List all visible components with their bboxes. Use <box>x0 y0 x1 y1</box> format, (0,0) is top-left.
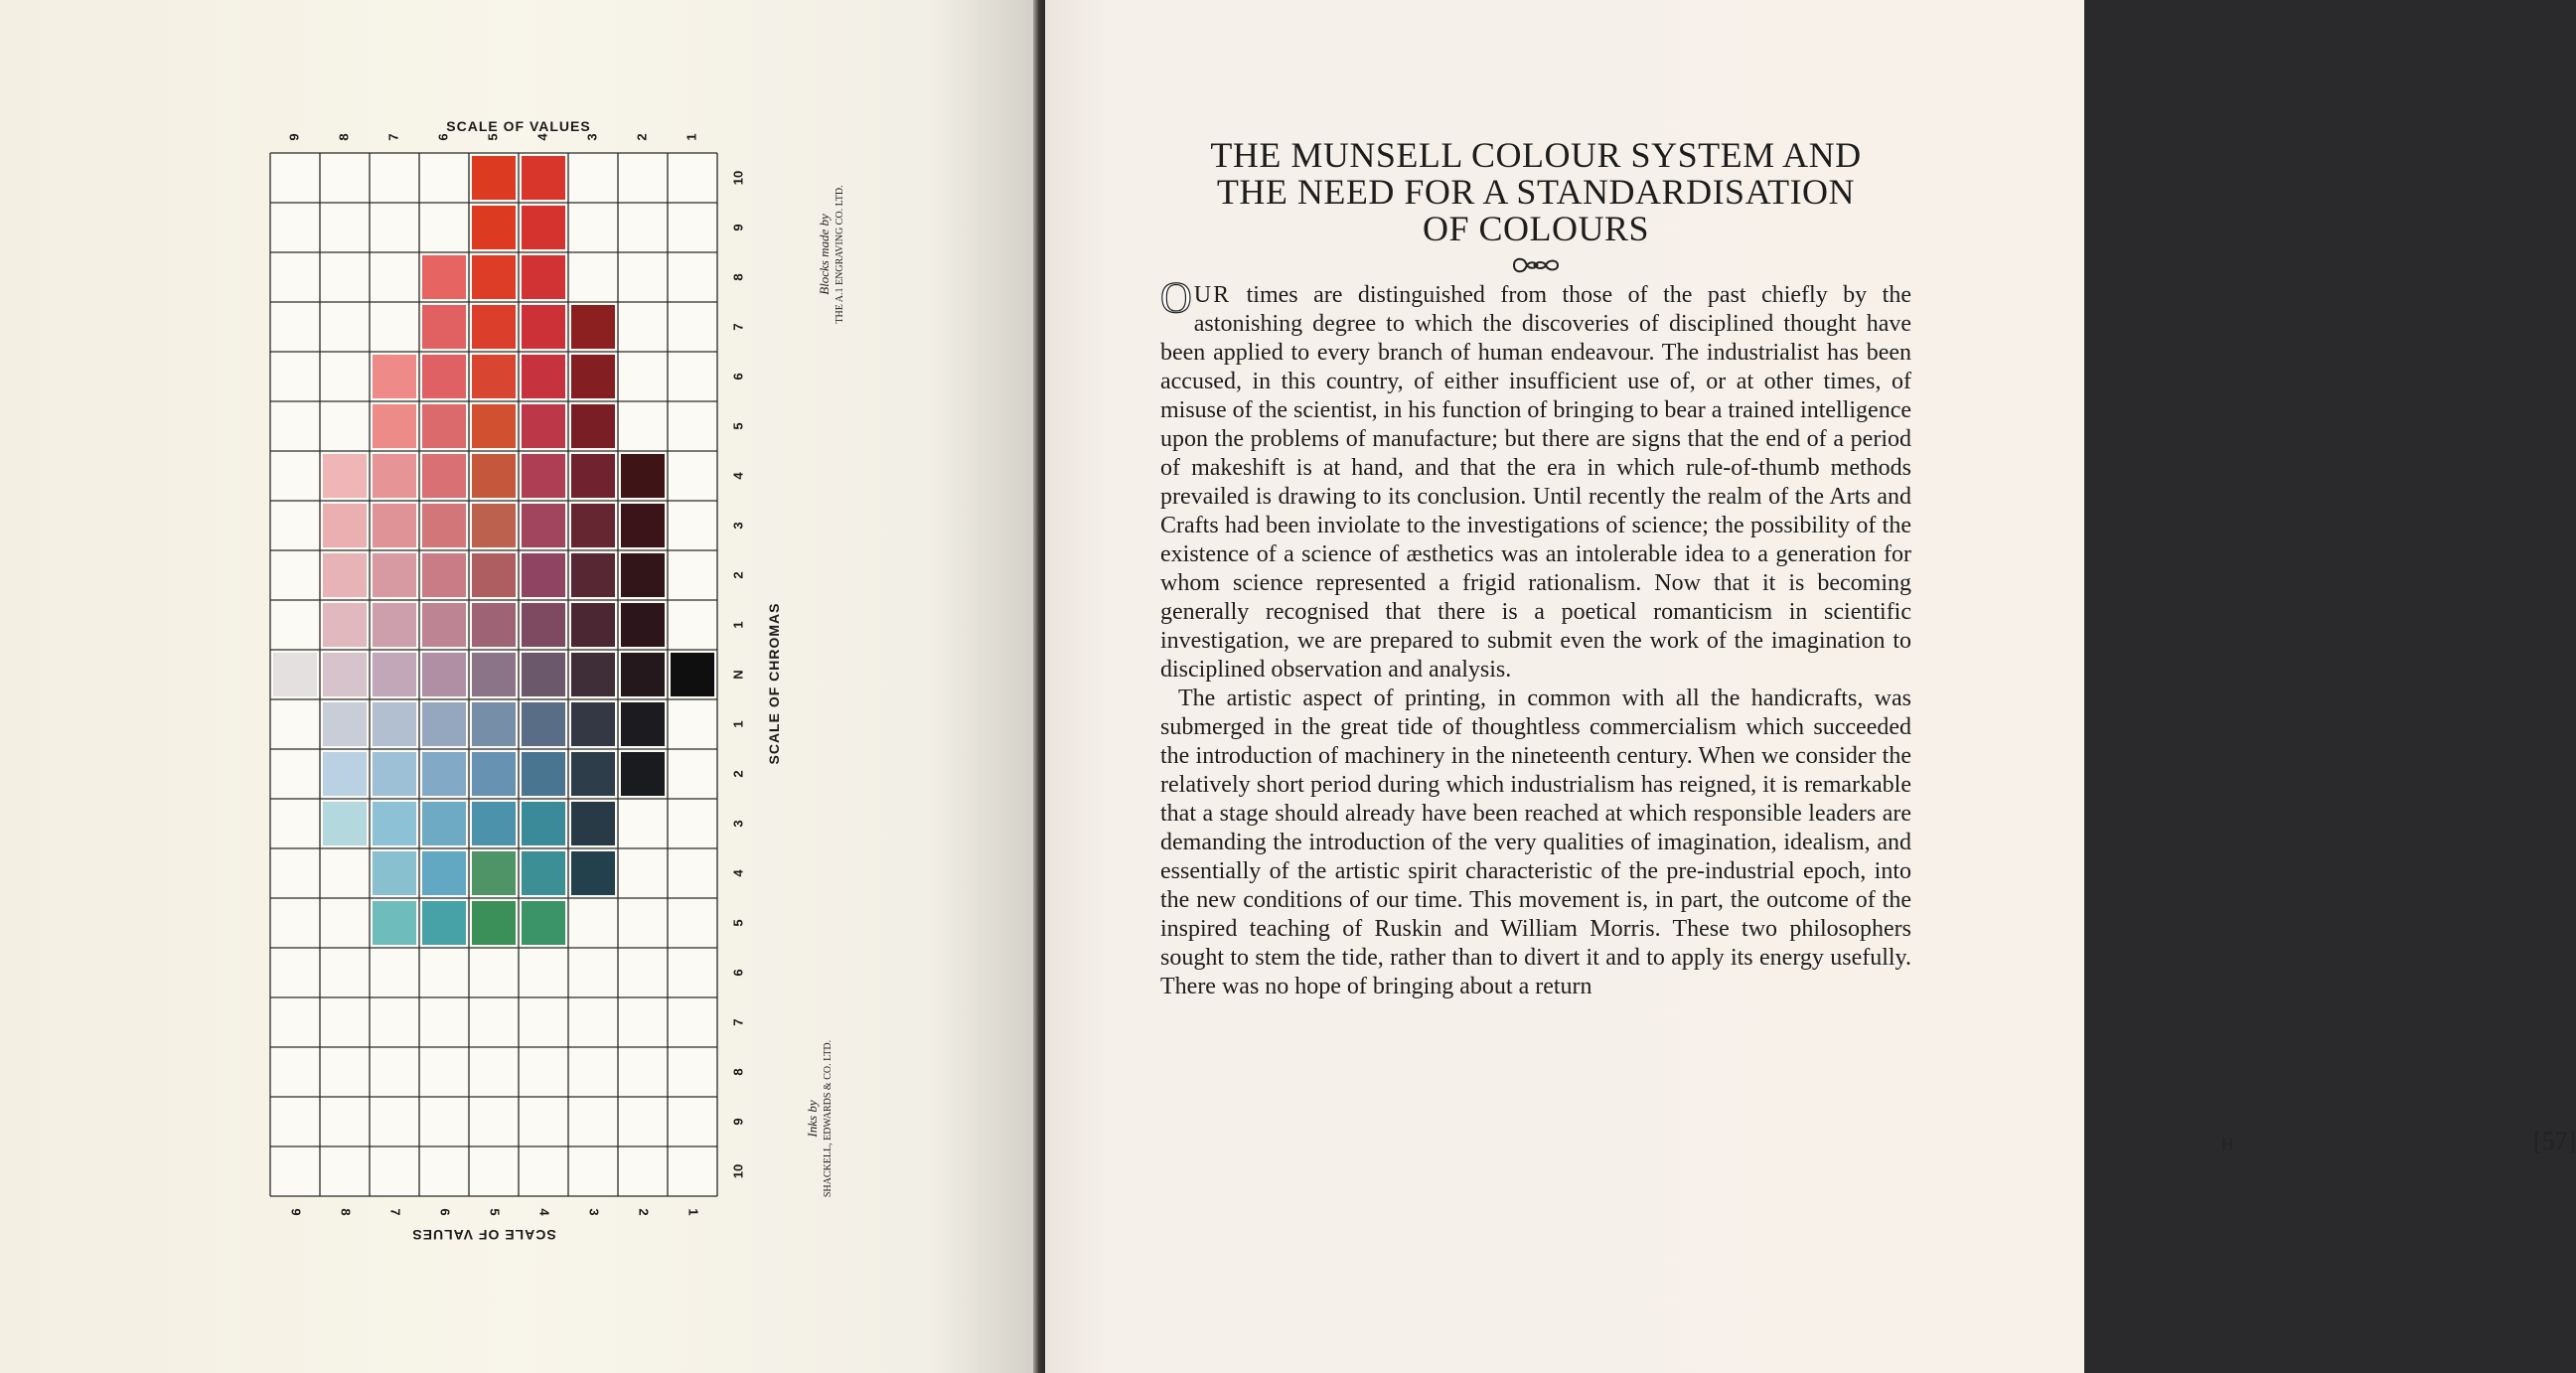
color-swatch <box>522 702 565 746</box>
color-swatch <box>422 355 466 398</box>
color-swatch <box>472 603 516 647</box>
color-swatch <box>422 305 466 349</box>
chroma-tick: 8 <box>730 273 746 281</box>
credit-blocks-line2: THE A.1 ENGRAVING CO. LTD. <box>834 185 845 324</box>
signature-mark: H <box>2221 1135 2234 1153</box>
color-swatch <box>522 653 565 696</box>
color-swatch <box>323 802 367 845</box>
value-tick-top: 6 <box>435 133 451 141</box>
chroma-tick: 2 <box>730 770 746 778</box>
chroma-tick: 9 <box>730 1118 746 1126</box>
title-line-2: THE NEED FOR A STANDARDISATION <box>1216 172 1856 212</box>
color-swatch <box>621 653 665 696</box>
color-swatch <box>373 504 416 547</box>
color-swatch <box>373 901 416 945</box>
paragraph-2: The artistic aspect of printing, in common with all the handicrafts, was submerged in the great tide of thoughtless commercialism which succeeded the introduction of machinery in the nineteenth century. When we consider the relatively short period during which industrialism has reigned, it is remarkable that a stage should already have been reached at which responsible leaders are demanding the introduction of the very qualities of imagination, idealism, and essentially of the artistic spirit characteristic of the pre-industrial epoch, into the new conditions of our time. This movement is, in part, the outcome of the inspired teaching of Ruskin and William Morris. These two philosophers sought to stem the tide, rather than to divert it and to apply its energy usefully. There was no hope of bringing about a return <box>1160 686 1911 999</box>
color-swatch <box>323 454 367 498</box>
chroma-tick: 6 <box>730 373 746 381</box>
value-tick-top: 8 <box>336 133 352 141</box>
color-swatch <box>571 553 615 597</box>
color-swatch <box>373 702 416 746</box>
credit-inks-line1: Inks by <box>805 1100 820 1138</box>
article-title <box>1160 137 1911 247</box>
color-swatch <box>571 504 615 547</box>
chroma-tick: 8 <box>730 1068 746 1076</box>
title-line-1: THE MUNSELL COLOUR SYSTEM AND <box>1210 135 1862 175</box>
value-tick-top: 4 <box>534 133 550 141</box>
value-tick-bottom: 2 <box>636 1208 652 1216</box>
credit-blocks-line1: Blocks made by <box>817 214 832 295</box>
page-number: [57] <box>2533 1127 2576 1155</box>
color-swatch <box>323 653 367 696</box>
chroma-tick: 3 <box>730 522 746 530</box>
color-swatch <box>422 851 466 895</box>
color-swatch <box>472 752 516 796</box>
color-swatch <box>323 603 367 647</box>
color-swatch <box>522 454 565 498</box>
value-tick-bottom: 7 <box>387 1208 403 1216</box>
color-swatch <box>472 156 516 200</box>
chroma-tick: N <box>730 670 746 680</box>
color-swatch <box>373 802 416 845</box>
scale-of-chromas-label: SCALE OF CHROMAS <box>766 602 782 765</box>
color-swatch <box>472 206 516 249</box>
article-body <box>1160 273 1911 1001</box>
paragraph-1-text: times are distinguished from those of the past chiefly by the astonishing degree to which the discoveries of disciplined thought have been applied to every branch of human endeavour. The industrialist has been accused, in this country, of either insufficient use of, or at other times, of misuse of the scientist, in his function of bringing to bear a trained intelligence upon the problems of manufacture; but there are signs that the end of a period of makeshift is at hand, and that the era in which rule-of-thumb methods prevailed is drawing to its conclusion. Until recently the realm of the Arts and Crafts had been inviolate to the investigations of science; the possibility of the existence of a science of æsthetics was an intolerable idea to a generation for whom science represented a frigid rationalism. Now that it is becoming generally recognised that there is a poetical romanticism in scientific investigation, we are prepared to submit even the work of the imagination to disciplined observation and analysis. <box>1160 282 1911 683</box>
chroma-tick: 10 <box>730 1163 746 1179</box>
paragraph-1 <box>1160 273 1911 685</box>
chroma-tick: 7 <box>730 323 746 331</box>
chroma-tick: 3 <box>730 820 746 828</box>
color-swatch <box>621 504 665 547</box>
chroma-tick: 1 <box>730 621 746 629</box>
color-swatch <box>323 553 367 597</box>
color-swatch <box>323 504 367 547</box>
chroma-tick: 10 <box>730 170 746 186</box>
color-swatch <box>373 603 416 647</box>
color-swatch <box>373 355 416 398</box>
left-page <box>0 0 1033 1373</box>
color-swatch <box>621 553 665 597</box>
color-swatch <box>472 851 516 895</box>
color-swatch <box>522 404 565 448</box>
color-swatch <box>522 305 565 349</box>
value-tick-bottom: 1 <box>685 1208 701 1216</box>
opening-smallcaps: UR <box>1193 282 1232 308</box>
color-swatch <box>323 752 367 796</box>
value-tick-bottom: 6 <box>437 1208 453 1216</box>
color-swatch <box>522 156 565 200</box>
value-tick-top: 7 <box>385 133 401 141</box>
chroma-tick: 4 <box>730 869 746 877</box>
value-tick-top: 3 <box>584 133 600 141</box>
color-swatch <box>422 702 466 746</box>
chroma-tick: 9 <box>730 224 746 231</box>
color-swatch <box>621 603 665 647</box>
color-swatch <box>671 653 714 696</box>
color-swatch <box>422 404 466 448</box>
color-swatch <box>571 305 615 349</box>
color-swatch <box>621 702 665 746</box>
chroma-tick: 6 <box>730 969 746 977</box>
chroma-tick: 2 <box>730 571 746 579</box>
color-swatch <box>522 901 565 945</box>
chroma-tick: 7 <box>730 1018 746 1026</box>
scale-of-values-bottom-label: SCALE OF VALUES <box>411 1227 556 1243</box>
color-swatch <box>422 255 466 299</box>
color-swatch <box>373 553 416 597</box>
color-swatch <box>422 653 466 696</box>
color-swatch <box>571 355 615 398</box>
color-swatch <box>422 504 466 547</box>
color-swatch <box>472 702 516 746</box>
color-swatch <box>571 653 615 696</box>
color-swatch <box>422 454 466 498</box>
value-tick-top: 5 <box>485 133 501 141</box>
color-swatch <box>472 504 516 547</box>
book-gutter <box>1033 0 1045 1373</box>
color-swatch <box>571 454 615 498</box>
color-swatch <box>571 603 615 647</box>
color-swatch <box>472 305 516 349</box>
color-swatch <box>422 603 466 647</box>
title-line-3: OF COLOURS <box>1422 209 1650 248</box>
value-tick-bottom: 3 <box>586 1208 602 1216</box>
color-swatch <box>571 702 615 746</box>
color-swatch <box>522 255 565 299</box>
color-swatch <box>571 851 615 895</box>
right-page <box>1045 0 2576 1373</box>
value-tick-bottom: 4 <box>536 1208 552 1216</box>
value-tick-bottom: 5 <box>487 1208 503 1216</box>
color-swatch <box>373 404 416 448</box>
color-swatch <box>571 752 615 796</box>
color-swatch <box>571 802 615 845</box>
color-swatch <box>373 752 416 796</box>
chart-cells-layer <box>270 153 717 1196</box>
chroma-tick: 1 <box>730 720 746 728</box>
color-swatch <box>522 752 565 796</box>
color-swatch <box>472 404 516 448</box>
color-swatch <box>472 653 516 696</box>
color-swatch <box>522 206 565 249</box>
value-tick-top: 1 <box>683 133 699 141</box>
color-swatch <box>422 553 466 597</box>
chroma-tick: 4 <box>730 472 746 480</box>
credit-inks-line2: SHACKELL, EDWARDS & CO. LTD. <box>823 1039 833 1198</box>
value-tick-bottom: 9 <box>288 1208 304 1216</box>
color-swatch <box>522 355 565 398</box>
color-swatch <box>422 802 466 845</box>
color-swatch <box>522 851 565 895</box>
color-swatch <box>373 851 416 895</box>
color-swatch <box>472 802 516 845</box>
color-swatch <box>472 553 516 597</box>
color-swatch <box>273 653 317 696</box>
article <box>1160 137 1911 1001</box>
color-swatch <box>472 255 516 299</box>
value-tick-bottom: 8 <box>338 1208 354 1216</box>
color-swatch <box>422 752 466 796</box>
color-swatch <box>621 454 665 498</box>
color-swatch <box>472 901 516 945</box>
color-swatch <box>472 355 516 398</box>
drop-cap: O <box>1160 273 1192 322</box>
value-tick-top: 9 <box>286 133 302 141</box>
color-swatch <box>373 653 416 696</box>
color-swatch <box>373 454 416 498</box>
color-swatch <box>522 802 565 845</box>
color-swatch <box>522 553 565 597</box>
value-tick-top: 2 <box>634 133 650 141</box>
color-swatch <box>522 603 565 647</box>
color-swatch <box>422 901 466 945</box>
ornament-icon <box>1510 253 1562 277</box>
color-swatch <box>472 454 516 498</box>
color-swatch <box>323 702 367 746</box>
color-swatch <box>621 752 665 796</box>
munsell-chart <box>0 0 1033 1373</box>
color-swatch <box>522 504 565 547</box>
chroma-tick: 5 <box>730 422 746 430</box>
scale-of-values-top-label: SCALE OF VALUES <box>446 118 591 134</box>
color-swatch <box>571 404 615 448</box>
chroma-tick: 5 <box>730 919 746 927</box>
